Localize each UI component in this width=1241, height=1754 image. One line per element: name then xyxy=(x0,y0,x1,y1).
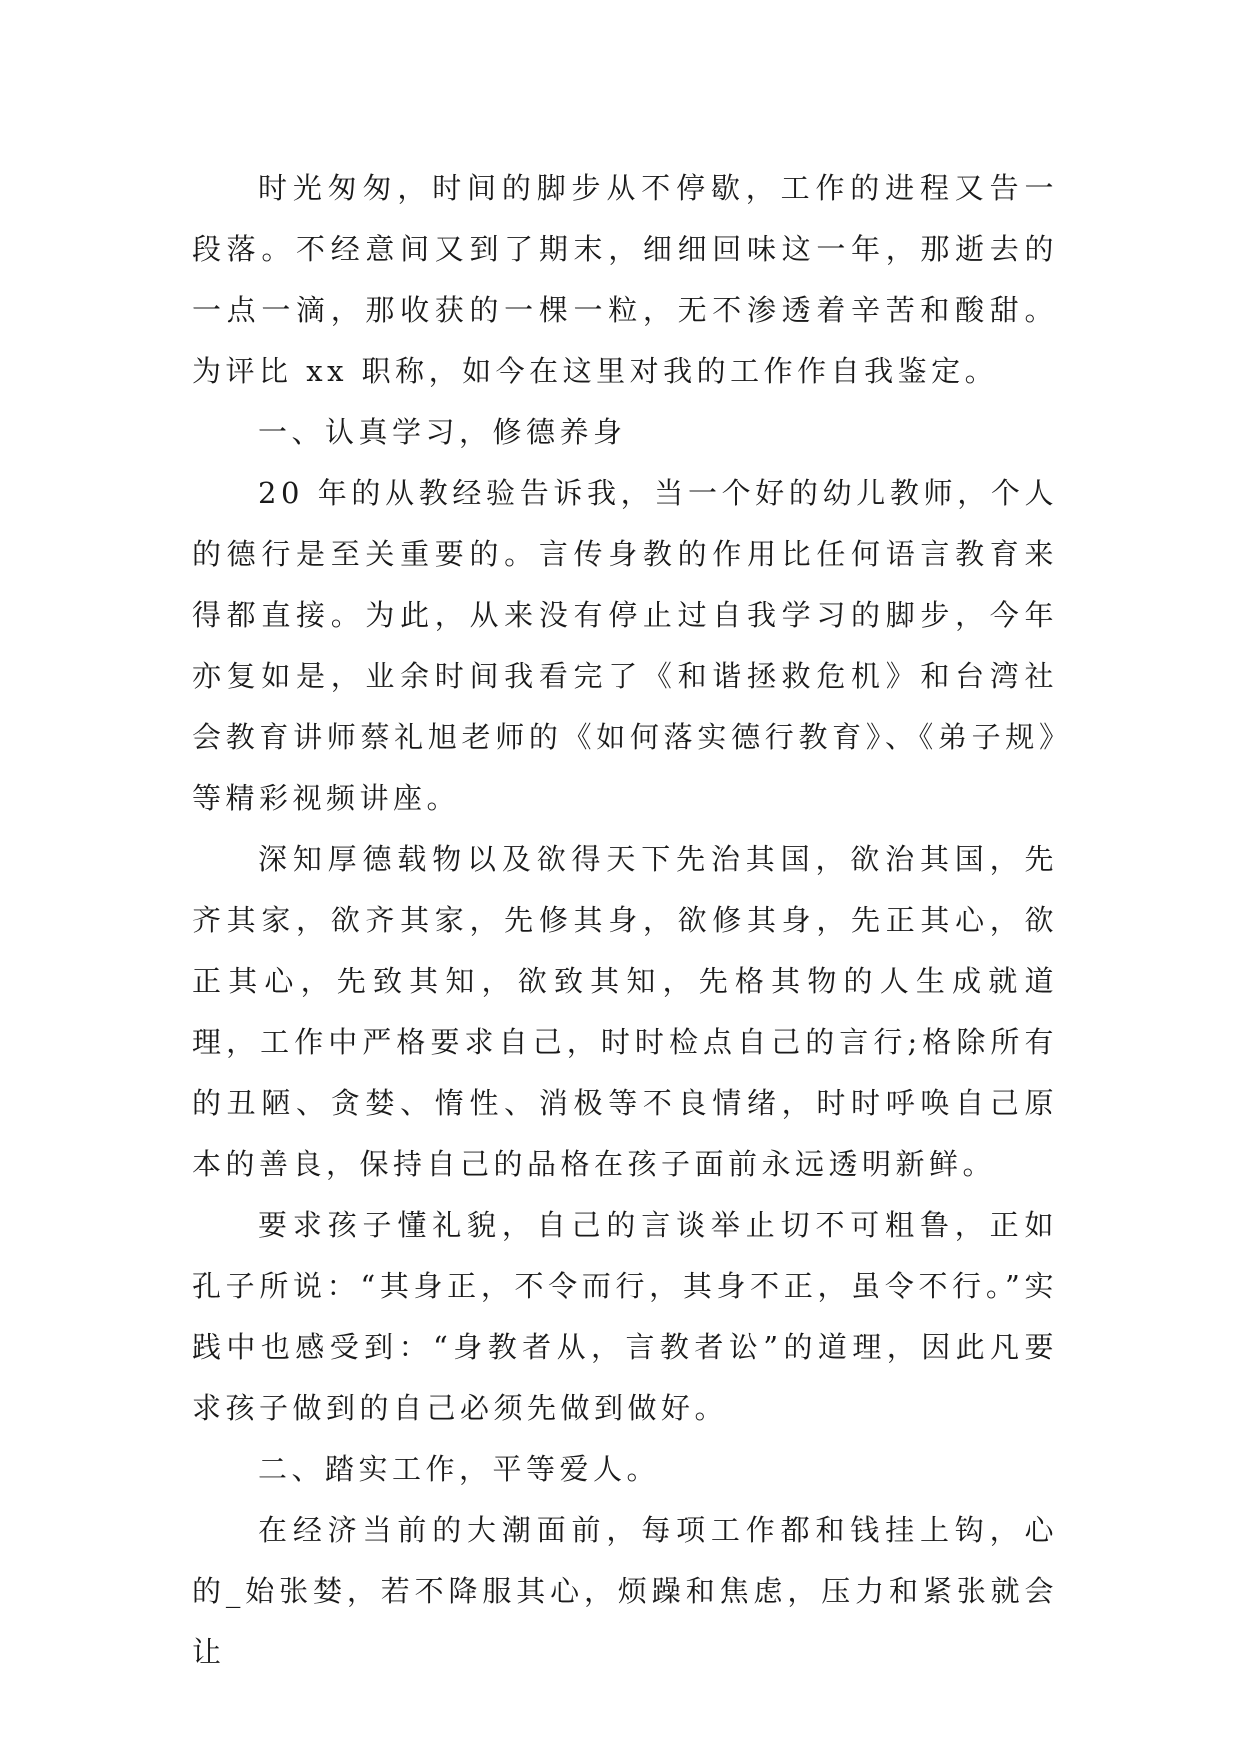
section-heading-2: 二、踏实工作，平等爱人。 xyxy=(258,1452,661,1486)
paragraph-intro: 时光匆匆，时间的脚步从不停歇，工作的进程又告一段落。不经意间又到了期末，细细回味这一年，那逝去的一点一滴，那收获的一棵一粒，无不渗透着辛苦和酸甜。为评比 xx 职称，如今在这里对我的工作作自我鉴定。 xyxy=(192,171,1058,388)
paragraph-virtue: 深知厚德载物以及欲得天下先治其国，欲治其国，先齐其家，欲齐其家，先修其身，欲修其身，先正其心，欲正其心，先致其知，欲致其知，先格其物的人生成就道理，工作中严格要求自己，时时检点自己的言行;格除所有的丑陋、贪婪、惰性、消极等不良情绪，时时呼唤自己原本的善良，保持自己的品格在孩子面前永远透明新鲜。 xyxy=(192,842,1058,1181)
paragraph-work: 在经济当前的大潮面前，每项工作都和钱挂上钩，心的_始张婪，若不降服其心，烦躁和焦虑，压力和紧张就会让 xyxy=(192,1513,1058,1669)
paragraph-example: 要求孩子懂礼貌，自己的言谈举止切不可粗鲁，正如孔子所说：“其身正，不令而行，其身不正，虽令不行。”实践中也感受到：“身教者从，言教者讼”的道理，因此凡要求孩子做到的自己必须先做到做好。 xyxy=(192,1208,1058,1425)
paragraph-study: 20 年的从教经验告诉我，当一个好的幼儿教师，个人的德行是至关重要的。言传身教的作用比任何语言教育来得都直接。为此，从来没有停止过自我学习的脚步，今年亦复如是，业余时间我看完了《和谐拯救危机》和台湾社会教育讲师蔡礼旭老师的《如何落实德行教育》、《弟子规》等精彩视频讲座。 xyxy=(192,476,1058,815)
section-heading-1: 一、认真学习，修德养身 xyxy=(258,415,627,449)
document-body xyxy=(192,158,1058,1683)
